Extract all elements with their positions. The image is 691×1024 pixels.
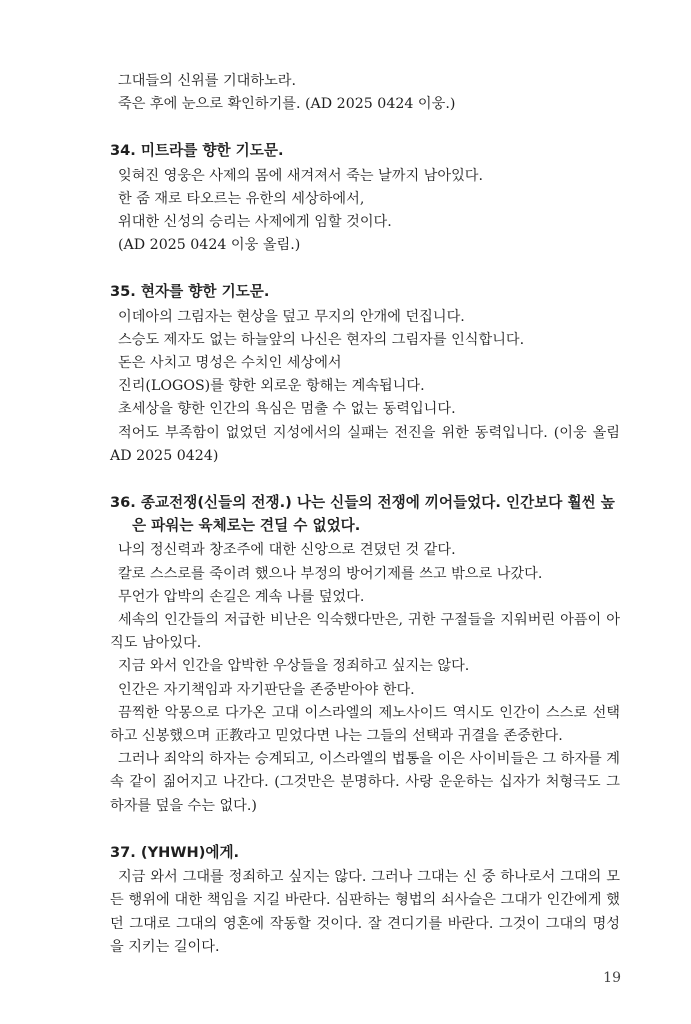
section-37 bbox=[110, 841, 620, 959]
text-line: 위대한 신성의 승리는 사제에게 임할 것이다. bbox=[118, 214, 392, 231]
text-line: 진리(LOGOS)를 향한 외로운 항해는 계속됩니다. bbox=[118, 378, 425, 395]
text-line: (AD 2025 0424 이웅 올림.) bbox=[118, 237, 301, 254]
paragraph: 지금 와서 그대를 정죄하고 싶지는 않다. 그러나 그대는 신 중 하나로서 그대의 모든 행위에 대한 책임을 지길 바란다. 심판하는 형법의 쇠사슬은 그대가 인간에게 했던 그대로 그대의 영혼에 작동할 것이다. 잘 견디기를 바란다. 그것이 그대의 명성을 지키는 길이다. bbox=[110, 869, 620, 955]
section-heading: 37. (YHWH)에게. bbox=[110, 843, 240, 861]
text-line: 죽은 후에 눈으로 확인하기를. (AD 2025 0424 이웅.) bbox=[118, 96, 456, 113]
paragraph: 끔찍한 악몽으로 다가온 고대 이스라엘의 제노사이드 역시도 인간이 스스로 선택하고 신봉했으며 正教라고 믿었다면 나는 그들의 선택과 귀결을 존중한다. bbox=[110, 704, 620, 745]
paragraph: 적어도 부족함이 없었던 지성에서의 실패는 전진을 위한 동력입니다. (이웅 올림 AD 2025 0424) bbox=[110, 424, 620, 464]
text-line: 돈은 사치고 명성은 수치인 세상에서 bbox=[118, 355, 342, 372]
paragraph: 세속의 인간들의 저급한 비난은 익숙했다만은, 귀한 구절들을 지워버린 아픔이 아직도 남아있다. bbox=[110, 612, 620, 652]
text-line: 무언가 압박의 손길은 계속 나를 덮었다. bbox=[118, 588, 365, 605]
section-heading: 35. 현자를 향한 기도문. bbox=[110, 283, 270, 301]
text-line: 잊혀진 영웅은 사제의 몸에 새겨져서 죽는 날까지 남아있다. bbox=[118, 167, 484, 184]
paragraph: 인간은 자기책임과 자기판단을 존중받아야 한다. bbox=[118, 681, 415, 698]
text-line: 그대들의 신위를 기대하노라. bbox=[118, 73, 296, 89]
document-body bbox=[110, 70, 620, 982]
page-number: 19 bbox=[603, 970, 621, 986]
text-line: 한 줌 재로 타오르는 유한의 세상하에서, bbox=[118, 190, 365, 207]
section-36 bbox=[110, 491, 620, 818]
paragraph: 지금 와서 인간을 압박한 우상들을 정죄하고 싶지는 않다. bbox=[118, 658, 470, 675]
section-34 bbox=[110, 139, 620, 257]
text-line: 칼로 스스로를 죽이려 했으나 부정의 방어기제를 쓰고 밖으로 나갔다. bbox=[118, 565, 543, 582]
text-line: 나의 정신력과 창조주에 대한 신앙으로 견뎠던 것 같다. bbox=[118, 542, 456, 559]
section-heading: 36. 종교전쟁(신들의 전쟁.) 나는 신들의 전쟁에 끼어들었다. 인간보다 훨씬 높은 파워는 육체로는 견딜 수 없었다. bbox=[110, 494, 615, 535]
paragraph: 그러나 죄악의 하자는 승계되고, 이스라엘의 법통을 이은 사이비들은 그 하자를 계속 같이 짊어지고 나간다. (그것만은 분명하다. 사랑 운운하는 십자가 처형극도 그 하자를 덮을 수는 없다.) bbox=[110, 751, 620, 814]
section-35 bbox=[110, 280, 620, 468]
text-line: 이데아의 그림자는 현상을 덮고 무지의 안개에 던집니다. bbox=[118, 308, 465, 325]
text-line: 스승도 제자도 없는 하늘앞의 나신은 현자의 그림자를 인식합니다. bbox=[118, 331, 525, 348]
text-line: 초세상을 향한 인간의 욕심은 멈출 수 없는 동력입니다. bbox=[118, 401, 456, 418]
section-heading: 34. 미트라를 향한 기도문. bbox=[110, 142, 284, 160]
intro-block bbox=[110, 70, 620, 116]
